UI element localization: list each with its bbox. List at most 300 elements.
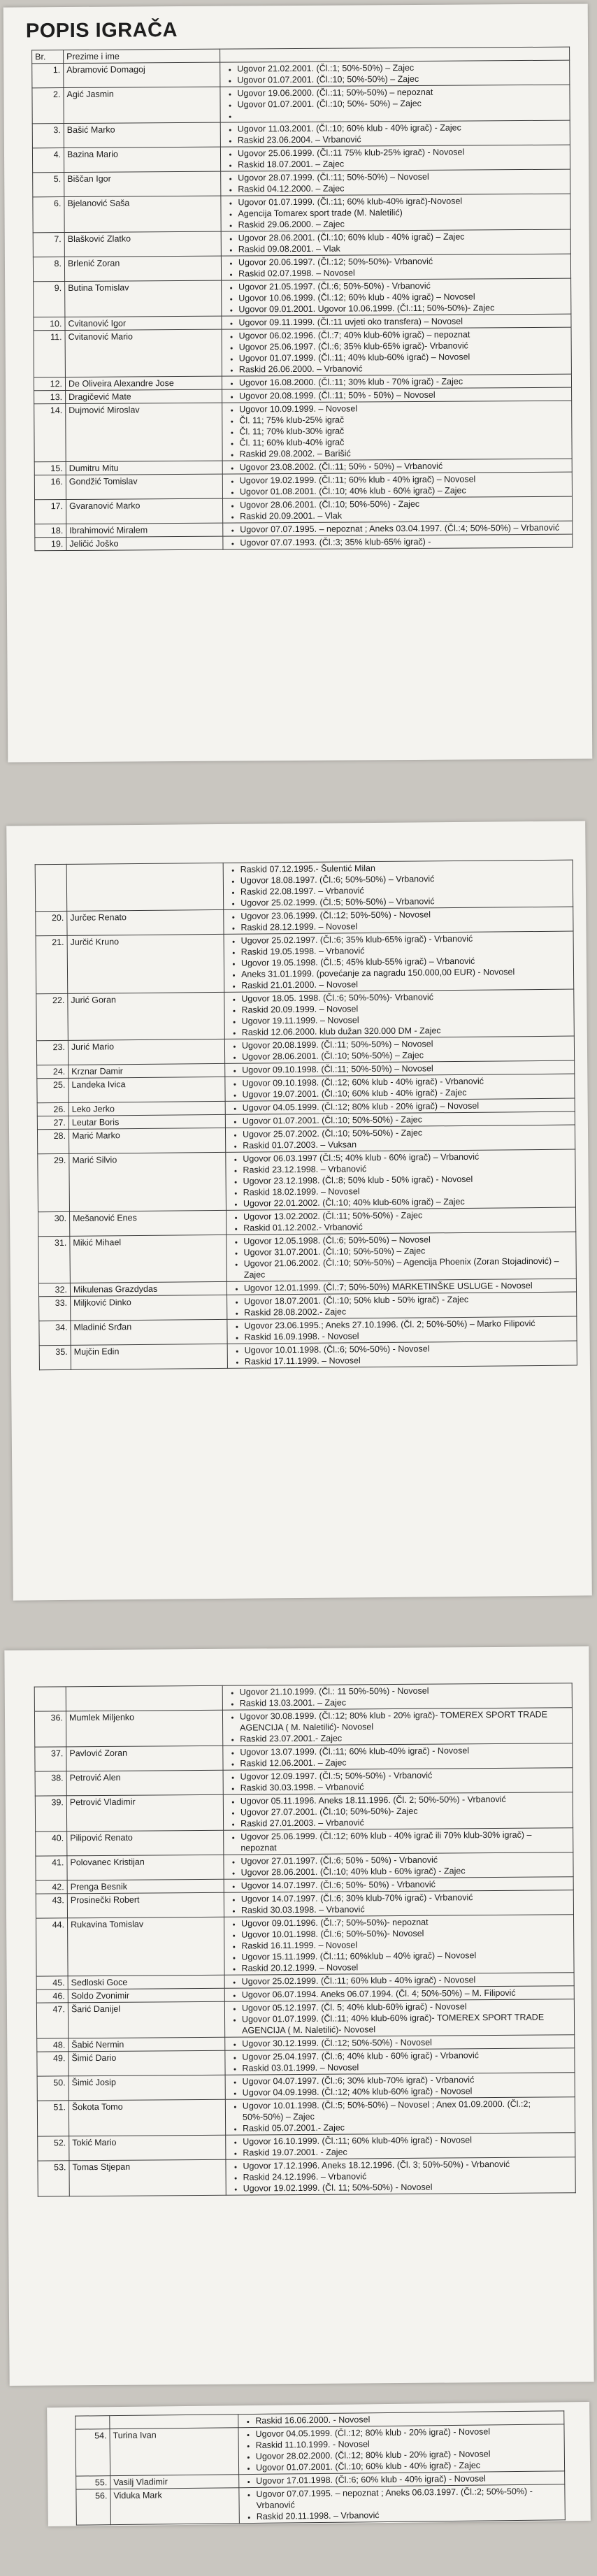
contract-entry: • Raskid 16.06.2000. - Novosel [255, 2412, 561, 2426]
player-name: Mikulenas Grazdydas [70, 1281, 226, 1296]
contract-entry: • Ugovor 21.05.1997. (Čl.:6; 50%-50%) - Vrbanović [238, 280, 568, 293]
contract-list [224, 931, 574, 992]
contract-list [221, 169, 570, 196]
table-row [36, 989, 575, 1041]
contract-entry: • Ugovor 31.07.2001. (Čl.:10; 50%-50%) – Zajec [243, 1244, 573, 1258]
player-name: Viduka Mark [110, 2488, 240, 2525]
contract-entry: • Ugovor 18.08.1997. (Čl.:6; 50%-50%) – Vrbanović [240, 872, 570, 886]
table-row [35, 860, 573, 912]
players-table [34, 1683, 576, 2196]
contract-entry: • Raskid 20.12.1999. – Novosel [241, 1960, 570, 1973]
row-number: 12. [34, 377, 65, 391]
table-row [33, 169, 570, 197]
contract-entry: • Ugovor 18.05. 1998. (Čl.:6; 50%-50%)- Vrbanović [241, 991, 570, 1005]
contract-entry: • Raskid 20.09.2001. – Vlak [240, 509, 569, 522]
contract-entry: • Ugovor 25.02.1999. (Čl.:11; 60% klub - 40% igrač) - Novosel [242, 1973, 571, 1987]
contract-list [223, 496, 573, 523]
contract-list [224, 1828, 573, 1855]
row-number: 54. [75, 2429, 110, 2477]
player-name: Miljković Dinko [71, 1295, 227, 1321]
contract-list [223, 1743, 573, 1770]
contract-list [221, 254, 570, 280]
table-row [37, 2073, 575, 2101]
contract-entry: • Ugovor 22.01.2002. (Čl.:10; 40% klub-60% igrač) – Zajec [243, 1195, 573, 1209]
contract-entry: • Raskid 30.03.1998. – Vrbanović [241, 1902, 570, 1915]
player-name: Vasilj Vladimir [110, 2475, 239, 2489]
player-name: Cvitanović Mario [65, 329, 222, 377]
row-number: 22. [36, 993, 69, 1040]
contract-entry: • Ugovor 04.09.1998. (Čl.:12; 40% klub-60% igrač) - Novosel [243, 2085, 572, 2098]
row-number: 44. [36, 1918, 69, 1976]
contract-entry: • Ugovor 23.08.2002. (Čl.:11; 50% - 50%) – Vrbanović [240, 460, 569, 473]
row-number: 49. [37, 2052, 69, 2076]
header-name: Prezime i ime [64, 49, 220, 63]
contract-entry: • Ugovor 28.06.2001. (Čl.:10; 50%-50%) - Zajec [240, 498, 569, 511]
contract-list [224, 1915, 575, 1975]
row-number: 48. [37, 2038, 69, 2052]
player-name: Mumlek Miljenko [66, 1710, 222, 1747]
player-name: Šimić Josip [69, 2075, 225, 2101]
player-name: Prenga Besnik [67, 1879, 224, 1894]
contract-entry: • Ugovor 23.06.1999. (Čl.:12; 50%-50%) - Novosel [240, 908, 570, 922]
contract-list [223, 1792, 573, 1830]
row-number: 21. [36, 935, 68, 993]
table-row [75, 2424, 565, 2476]
contract-entry: • Ugovor 05.11.1996. Aneks 18.11.1996. (Čl. 2; 50%-50%) - Vrbanović [240, 1793, 570, 1806]
contract-entry: • Ugovor 28.06.2001. (Čl.:10; 40% klub - 60% igrač) - Zajec [241, 1864, 570, 1878]
player-name: Butina Tomislav [65, 280, 222, 317]
contract-entry: • Raskid 04.12.2000. – Zajec [238, 182, 567, 195]
contract-list [225, 1125, 575, 1152]
table-row [34, 1708, 572, 1747]
table-row [34, 401, 572, 462]
player-name: Mikić Mihael [70, 1235, 227, 1283]
contract-list [224, 1999, 574, 2037]
contract-list [220, 60, 570, 87]
table-row [36, 1890, 573, 1918]
contract-entry: • Ugovor 30.12.1999. (Čl.:12; 50%-50%) - Novosel [242, 2036, 571, 2049]
row-number: 13. [34, 391, 66, 404]
row-number: 53. [38, 2161, 69, 2196]
row-number: 56. [76, 2489, 111, 2526]
contract-list [220, 85, 570, 122]
player-name: Pilipović Renato [67, 1830, 224, 1856]
contract-entry: • Ugovor 01.07.2001. (Čl.:10; 50%-50%) – Zajec [237, 73, 566, 86]
contract-list [222, 401, 572, 461]
contract-list [223, 534, 573, 549]
table-row [39, 1341, 577, 1370]
contract-entry: • Raskid 12.06.2001. – Zajec [240, 1755, 569, 1769]
player-name: Jurčec Renato [67, 909, 224, 935]
row-number: 40. [36, 1832, 67, 1856]
contract-entry: • Ugovor 06.02.1996. (Čl.:7; 40% klub-60% igrač) – nepoznat [239, 329, 568, 342]
contract-list [225, 2073, 575, 2099]
player-name: Polovanec Kristijan [67, 1855, 224, 1880]
contract-list [224, 1852, 573, 1879]
table-row [36, 1828, 573, 1856]
row-number: 4. [32, 148, 64, 173]
row-number: 15. [34, 462, 66, 475]
contract-entry: • Raskid 30.03.1998. – Vrbanović [240, 1780, 570, 1793]
contract-entry: • Ugovor 12.09.1997. (Čl.:5; 50%-50%) - Vrbanović [240, 1769, 570, 1782]
contract-entry: • Raskid 02.07.1998. – Novosel [238, 266, 568, 280]
player-name: Cvitanović Igor [65, 316, 222, 330]
contract-entry: • Ugovor 16.08.2000. (Čl.:11; 30% klub - 70% igrač) - Zajec [239, 375, 568, 389]
row-number: 7. [33, 233, 64, 257]
contract-entry: • Ugovor 20.08.1999. (Čl.:11; 50% - 50%) – Novosel [239, 389, 568, 402]
table-row [38, 2157, 575, 2196]
contract-entry: • Raskid 26.06.2000. – Vrbanović [239, 362, 568, 375]
player-name: Jeličić Joško [66, 536, 223, 550]
player-name: Gvaranović Marko [66, 498, 223, 524]
row-number: 30. [38, 1211, 70, 1236]
table-row [36, 1999, 574, 2038]
table-row [33, 194, 570, 233]
table-row [32, 145, 570, 173]
row-number: 43. [36, 1894, 67, 1918]
table-row [35, 1743, 573, 1771]
row-number: 19. [35, 538, 66, 551]
contract-list [225, 2097, 575, 2135]
page-3 [4, 1646, 594, 2386]
contract-entry: • Raskid 23.12.1998. – Vrbanović [243, 1162, 572, 1176]
contract-list [222, 1708, 572, 1746]
document-title: POPIS IGRAČA [25, 19, 178, 43]
row-number: 9. [34, 282, 65, 317]
contract-entry: • Ugovor 20.08.1999. (Čl.:11; 50%-50%) – Novosel [242, 1037, 571, 1051]
contract-entry: • Raskid 19.07.2001. - Zajec [243, 2145, 572, 2158]
contract-entry: • Raskid 12.06.2000. klub dužan 320.000 DM - Zajec [242, 1024, 571, 1038]
contract-list [227, 1292, 577, 1319]
player-name: Gondžić Tomislav [66, 474, 222, 499]
contract-entry: • Ugovor 10.06.1999. (Čl.:12; 60% klub - 40% igrač) – Novosel [238, 291, 568, 304]
player-name: Tokić Mario [69, 2135, 226, 2161]
contract-entry: • Raskid 20.09.1999. – Novosel [241, 1002, 570, 1016]
contract-list [221, 194, 570, 231]
contract-entry: • Ugovor 06.03.1997 (Čl.:5; 40% klub - 60% igrač) – Vrbanović [243, 1151, 572, 1165]
contract-entry: • Ugovor 01.07.1999. (Čl.:11; 40% klub-60% igrač) – Novosel [239, 351, 568, 364]
contract-entry: • Ugovor 09.10.1998. (Čl.:12; 60% klub - 40% igrač) - Vrbanović [242, 1075, 571, 1089]
contract-entry: • Ugovor 10.01.1998. (Čl.:6; 50%-50%)- Novosel [241, 1927, 570, 1940]
contract-list [226, 1207, 575, 1235]
player-name: Landeka Ivica [69, 1077, 225, 1102]
row-number: 34. [39, 1321, 71, 1345]
player-name: Mladinić Srđan [71, 1319, 227, 1345]
row-number: 26. [37, 1102, 69, 1116]
contract-entry: • Raskid 01.07.2003. – Vuksan [243, 1137, 572, 1151]
player-name: Dumitru Mitu [66, 461, 222, 475]
contract-entry: • Ugovor 21.06.2002. (Čl.:10; 50%-50%) – Agencija Phoenix (Zoran Stojadinović) – Zajec [244, 1255, 573, 1281]
contract-entry: • Ugovor 30.08.1999. (Čl.:12; 80% klub - 20% igrač)- TOMEREX SPORT TRADE AGENCIJA ( M. Naletilić)- Novosel [240, 1708, 569, 1733]
contract-entry: • Raskid 18.02.1999. – Novosel [243, 1184, 573, 1198]
row-number: 33. [39, 1296, 71, 1321]
contract-entry: • Ugovor 09.01.1996. (Čl.:7; 50%-50%)- nepoznat [241, 1915, 570, 1929]
table-row [32, 60, 570, 88]
player-name: Brlenić Zoran [64, 256, 221, 281]
table-row [35, 1768, 573, 1796]
player-name: Marić Marko [69, 1128, 225, 1153]
table-row [34, 1683, 572, 1711]
contract-list [239, 2484, 566, 2524]
contract-entry: • Raskid 07.12.1995.- Šulentić Milan [240, 861, 570, 875]
contract-entry: • Ugovor 07.07.1993. (Čl.:3; 35% klub-65% igrač) - [240, 535, 569, 549]
contract-entry: • Raskid 18.07.2001. – Zajec [238, 157, 567, 171]
contract-entry: • Raskid 23.06.2004. – Vrbanović [238, 133, 567, 146]
table-row [38, 1149, 576, 1212]
contract-entry: • Ugovor 01.07.2001. (Čl.:10; 50%- 50%) – Zajec [238, 97, 567, 110]
contract-list [222, 278, 571, 316]
contract-entry: • Ugovor 14.07.1997. (Čl.:6; 30% klub-70% igrač) - Vrbanović [241, 1891, 570, 1904]
contract-entry: • Ugovor 04.05.1999. (Čl.:12; 80% klub - 20% igrač) – Novosel [243, 1100, 572, 1114]
player-name [110, 2415, 238, 2429]
row-number: 10. [34, 317, 65, 331]
table-row [37, 2048, 575, 2076]
row-number: 20. [36, 911, 67, 935]
row-number: 25. [37, 1078, 69, 1102]
contract-entry: • Raskid 09.08.2001. – Vlak [238, 242, 568, 255]
contract-entry: • Raskid 24.12.1996. – Vrbanović [243, 2169, 573, 2182]
player-name: Mujčin Edin [71, 1344, 227, 1369]
contract-entry: • Ugovor 07.07.1995. – nepoznat ; Aneks 06.03.1997. (Čl.:2; 50%-50%) - Vrbanović [256, 2485, 561, 2511]
row-number: 28. [37, 1129, 69, 1153]
contract-entry: • Ugovor 07.07.1995. – nepoznat ; Aneks 03.04.1997. (Čl.:4; 50%-50%) – Vrbanović [240, 522, 569, 535]
row-number: 5. [33, 173, 64, 197]
player-name: Sedloski Goce [68, 1975, 224, 1989]
contract-list [226, 1149, 576, 1210]
player-name [66, 863, 224, 911]
player-name: Bazina Mario [64, 147, 220, 172]
contract-entry: • Raskid 16.09.1998. - Novosel [245, 1329, 574, 1343]
row-number: 14. [34, 404, 66, 462]
contract-entry: • Ugovor 11.03.2001. (Čl.:10; 60% klub - 40% igrač) - Zajec [238, 122, 567, 135]
contract-entry: • Ugovor 04.07.1997. (Čl.:6; 30% klub-70% igrač) - Vrbanović [243, 2073, 572, 2087]
contract-list [238, 2424, 565, 2475]
page-4 [47, 2402, 591, 2526]
player-name: Petrović Alen [66, 1770, 223, 1796]
contract-entry: • Raskid 11.10.1999. - Novosel [256, 2436, 561, 2451]
contract-entry: • Raskid 23.07.2001.- Zajec [240, 1731, 569, 1744]
contract-entry: • Ugovor 19.06.2000. (Čl.:11; 50%-50%) – nepoznat [237, 86, 566, 99]
row-number: 23. [36, 1040, 68, 1065]
contract-entry: • Raskid 22.08.1997. – Vrbanović [240, 884, 570, 898]
contract-entry: • Ugovor 25.02.1999. (Čl.:5; 50%-50%) – Vrbanović [240, 895, 570, 909]
contract-entry: • Ugovor 09.11.1999. (Čl.:11 uvjeti oko transfera) – Novosel [238, 315, 568, 329]
contract-entry: • Raskid 29.06.2000. – Zajec [238, 217, 568, 231]
contract-entry: • Čl. 11; 75% klub-25% igrač [239, 413, 568, 426]
contract-entry: • Ugovor 17.01.1998. (Čl.:6; 60% klub - 40% igrač) - Novosel [256, 2472, 561, 2487]
player-name: Jurčić Kruno [67, 934, 224, 993]
contract-entry: • Čl. 11; 70% klub-30% igrač [239, 424, 568, 438]
contract-entry: • Ugovor 15.11.1999. (Čl.:11; 60%klub – 40% igrač) – Novosel [241, 1949, 570, 1962]
contract-entry: • Ugovor 12.05.1998. (Čl.:6; 50%-50%) – Novosel [243, 1233, 573, 1247]
player-name: Šokota Tomo [69, 2099, 225, 2136]
player-name: Blašković Zlatko [64, 231, 221, 257]
player-name: Dujmović Miroslav [66, 403, 223, 461]
contract-list [220, 120, 570, 147]
row-number: 27. [37, 1116, 69, 1129]
contract-entry: • Aneks 31.01.1999. (povećanje za nagradu 150.000,00 EUR) - Novosel [241, 966, 570, 980]
player-name: Šabić Nermin [69, 2037, 225, 2052]
player-name: Ibrahimović Miralem [66, 523, 223, 537]
row-number [34, 1687, 66, 1711]
contract-list [226, 2157, 575, 2195]
contract-entry: • Ugovor 25.04.1997. (Čl.:6; 40% klub - 60% igrač) - Vrbanović [242, 2049, 571, 2062]
table-row [34, 327, 571, 377]
player-name: Leutar Boris [69, 1114, 225, 1129]
player-name: Pavlović Zoran [66, 1746, 223, 1771]
table-row [35, 496, 573, 524]
contract-entry: • Raskid 27.01.2003. – Vrbanović [240, 1815, 570, 1829]
player-name: Krznar Damir [69, 1063, 225, 1078]
row-number: 1. [32, 64, 64, 88]
contract-entry: • Raskid 13.03.2001. – Zajec [240, 1695, 569, 1708]
contract-list [227, 1341, 577, 1368]
table-row [32, 120, 570, 148]
contract-entry: • Ugovor 17.12.1996. Aneks 18.12.1996. (Čl. 3; 50%-50%) - Vrbanović [243, 2158, 572, 2171]
contract-entry: • Ugovor 19.02.1999. (Čl. 11; 50%-50%) - Novosel [243, 2180, 573, 2194]
row-number: 3. [32, 124, 64, 148]
player-name: Rukavina Tomislav [68, 1917, 225, 1976]
contract-entry: • Ugovor 01.07.1999. (Čl.:11; 60% klub-40% igrač)-Novosel [238, 195, 567, 208]
player-name: Dragičević Mate [66, 389, 222, 403]
contract-entry: • Ugovor 12.01.1999. (Čl.:7; 50%-50%) MARKETINŠKE USLUGE - Novosel [244, 1280, 573, 1294]
contract-entry: • Raskid 28.08.2002.- Zajec [244, 1304, 573, 1318]
contract-list [225, 1074, 575, 1101]
contract-entry: • Ugovor 13.02.2002. (Čl.:11; 50%-50%) - Zajec [243, 1209, 573, 1223]
row-number: 45. [36, 1976, 68, 1989]
row-number: 39. [35, 1796, 66, 1832]
contract-entry: • Ugovor 10.09.1999. – Novosel [239, 402, 568, 415]
row-number: 16. [34, 475, 66, 500]
contract-entry: • Ugovor 01.08.2001. (Čl.:10; 40% klub - 60% igrač) – Zajec [240, 484, 569, 498]
row-number: 6. [33, 197, 64, 233]
player-name: Jurić Goran [68, 992, 225, 1040]
contract-entry: • Ugovor 28.06.2001. (Čl.:10; 60% klub - 40% igrač) – Zajec [238, 231, 568, 244]
players-table [35, 860, 577, 1371]
contract-entry: • Raskid 19.05.1998. – Vrbanović [241, 944, 570, 958]
row-number: 32. [38, 1283, 70, 1296]
contract-entry: • Raskid 16.11.1999. – Novosel [241, 1938, 570, 1951]
row-number: 36. [34, 1711, 66, 1747]
player-name: Šimić Dario [69, 2050, 225, 2076]
contract-entry: • Ugovor 13.07.1999. (Čl.:11; 60% klub-40% igrač) - Novosel [240, 1744, 569, 1757]
player-name: Mešanović Enes [69, 1210, 226, 1236]
contract-entry: • Ugovor 28.02.2000. (Čl.:12; 80% klub - 20% igrač) - Novosel [256, 2447, 561, 2462]
player-name: Bjelanović Saša [64, 196, 221, 232]
contract-entry: • Raskid 03.01.1999. – Novosel [242, 2060, 571, 2073]
contract-entry: • Ugovor 09.10.1998. (Čl.:11; 50%-50%) – Novosel [242, 1062, 571, 1076]
table-row [76, 2484, 565, 2525]
row-number: 17. [35, 500, 66, 524]
row-number [75, 2416, 110, 2430]
table-row [32, 85, 570, 124]
row-number: 46. [36, 1989, 68, 2003]
table-row [35, 1792, 573, 1832]
page-1 [3, 3, 593, 762]
table-row [33, 229, 570, 257]
contract-entry: • Ugovor 18.07.2001. (Čl.:10; 50% klub - 50% igrač) - Zajec [244, 1293, 573, 1307]
contract-entry: • Ugovor 01.07.1999. (Čl.:11; 40% klub-60% igrač)- TOMEREX SPORT TRADE AGENCIJA ( M. Naletilić)- Novosel [242, 2011, 571, 2036]
contract-list [223, 1768, 573, 1794]
row-number: 51. [37, 2101, 69, 2136]
player-name: Šarić Danijel [68, 2001, 224, 2038]
contract-list [224, 989, 575, 1039]
player-name: Bašić Marko [64, 122, 220, 147]
contract-list [220, 145, 570, 171]
contract-entry: • Ugovor 27.01.1997. (Čl.:6; 50% - 50%) - Vrbanović [240, 1853, 570, 1866]
contract-entry: • Ugovor 14.07.1997. (Čl.:6; 50%- 50%) - Vrbanović [241, 1878, 570, 1891]
row-number: 18. [35, 524, 66, 538]
row-number: 11. [34, 331, 65, 377]
player-name: Soldo Zvonimir [68, 1988, 224, 2003]
table-row [36, 931, 574, 994]
contract-list [223, 860, 573, 909]
page-2 [6, 821, 592, 1600]
table-row [37, 2097, 575, 2136]
contract-entry: • Ugovor 06.07.1994. Aneks 06.07.1994. (Čl. 4; 50%-50%) – M. Filipović [242, 1987, 571, 2000]
row-number [35, 864, 67, 911]
player-name: Agić Jasmin [64, 87, 220, 123]
table-row [38, 2133, 575, 2161]
contract-entry: • Ugovor 05.12.1997. (Čl. 5; 40% klub-60% igrač) - Novosel [242, 2000, 571, 2013]
contract-list [222, 1683, 572, 1710]
contract-entry: • Ugovor 19.11.1999. – Novosel [242, 1013, 571, 1027]
table-row [34, 472, 572, 500]
player-name: Jurić Mario [68, 1039, 224, 1065]
contract-entry: • Ugovor 16.10.1999. (Čl.:11; 60% klub-40% igrač) - Novosel [243, 2134, 572, 2147]
contract-entry: • Raskid 20.11.1998. – Vrbanović [257, 2507, 562, 2522]
table-row [34, 278, 571, 317]
contract-entry: • Ugovor 25.06.1999. (Čl.:12; 60% klub - 40% igrač ili 70% klub-30% igrač) – nepoznat [240, 1829, 570, 1853]
players-table [75, 2410, 566, 2525]
table-row [38, 1232, 577, 1283]
table-row [36, 1852, 573, 1880]
player-name: Turina Ivan [110, 2428, 239, 2476]
row-number: 42. [36, 1880, 67, 1894]
contract-entry [238, 108, 567, 122]
contract-list [224, 1036, 574, 1063]
player-name: Marić Silvio [69, 1152, 226, 1211]
contract-entry: • Čl. 11; 60% klub-40% igrač [239, 436, 568, 449]
player-name [66, 1685, 222, 1711]
player-name: Prosinečki Robert [67, 1892, 224, 1918]
contract-list [224, 907, 573, 934]
table-row [36, 1915, 575, 1976]
row-number: 35. [39, 1345, 71, 1369]
player-name: Abramović Domagoj [64, 62, 220, 87]
row-number: 8. [33, 257, 64, 282]
contract-entry: • Ugovor 25.07.2002. (Čl.:10; 50%-50%) - Zajec [243, 1126, 572, 1140]
contract-list [226, 1232, 577, 1281]
row-number: 47. [36, 2003, 68, 2038]
contract-entry: • Ugovor 23.12.1998. (Čl.:8; 50% klub - 50% igrač) - Novosel [243, 1173, 573, 1187]
player-name: Petrović Vladimir [66, 1794, 223, 1832]
contract-list [226, 2133, 575, 2159]
contract-entry: • Raskid 17.11.1999. – Novosel [245, 1353, 574, 1367]
contract-entry: • Ugovor 04.05.1999. (Čl.:12; 80% klub - 20% igrač) - Novosel [255, 2425, 561, 2440]
player-name: De Oliveira Alexandre Jose [65, 376, 222, 390]
contract-entry: • Raskid 28.12.1999. – Novosel [240, 919, 570, 933]
table-row [35, 534, 573, 551]
row-number: 24. [37, 1065, 69, 1078]
row-number: 55. [76, 2476, 110, 2490]
contract-entry: • Ugovor 19.07.2001. (Čl.:10; 60% klub - 40% igrač) - Zajec [242, 1086, 571, 1100]
contract-list [221, 229, 570, 256]
row-number: 2. [32, 88, 64, 124]
row-number: 29. [38, 1153, 70, 1211]
contract-entry: • Raskid 21.01.2000. – Novosel [241, 977, 570, 991]
contract-entry: • Ugovor 23.06.1995.; Aneks 27.10.1996. (Čl. 2; 50%-50%) – Marko Filipović [244, 1318, 573, 1332]
